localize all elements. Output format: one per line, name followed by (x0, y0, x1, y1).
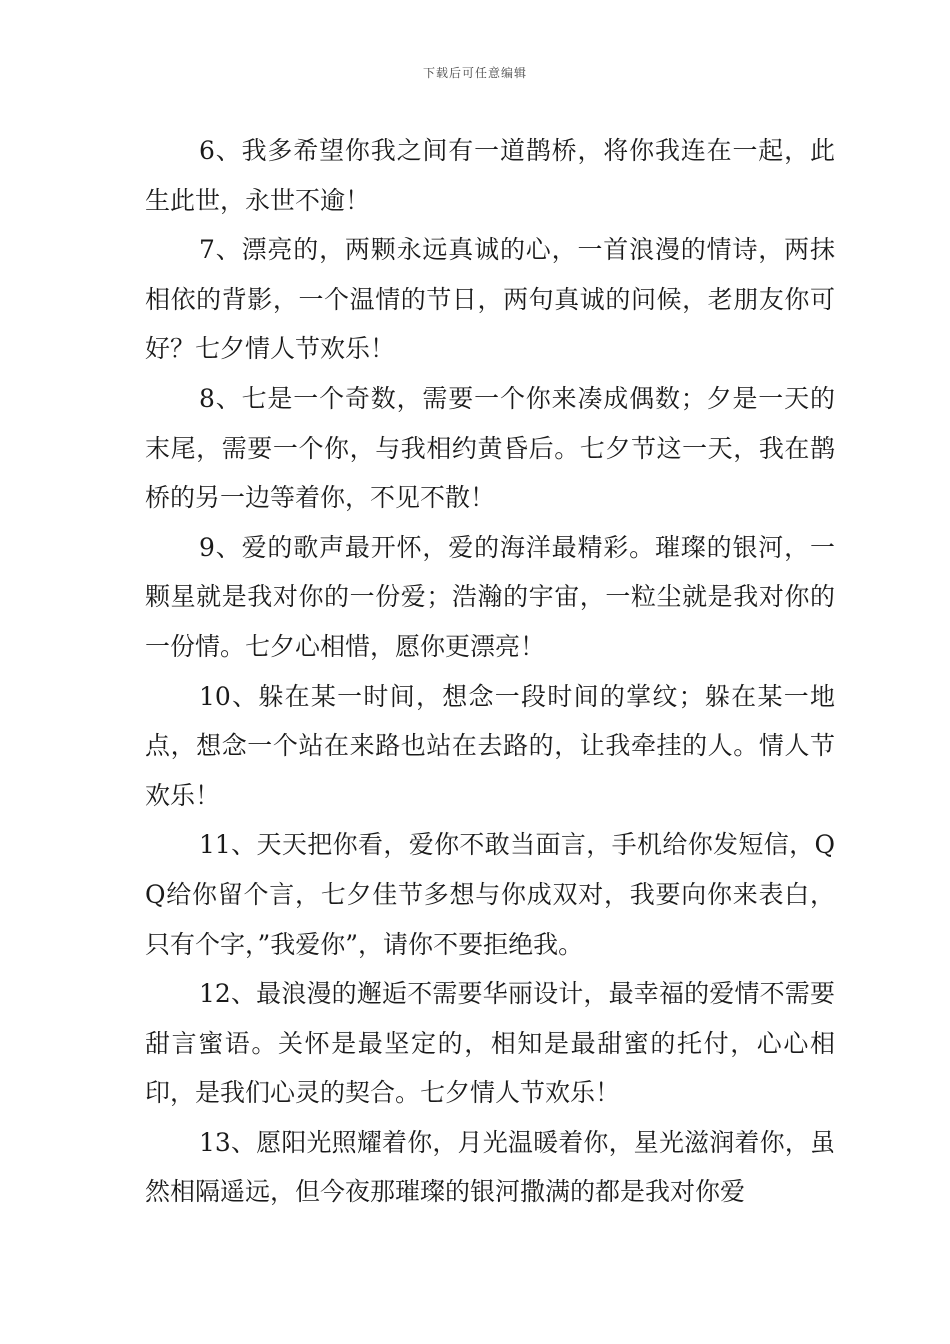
paragraph-9: 9、爱的歌声最开怀，爱的海洋最精彩。璀璨的银河，一颗星就是我对你的一份爱；浩瀚的宇宙，一粒尘就是我对你的一份情。七夕心相惜，愿你更漂亮！ (145, 532, 835, 661)
paragraph-10: 10、躲在某一时间，想念一段时间的掌纹；躲在某一地点，想念一个站在来路也站在去路的，让我牵挂的人。情人节欢乐！ (145, 681, 835, 810)
page-header: 下载后可任意编辑 (422, 66, 527, 80)
paragraph-7: 7、漂亮的，两颗永远真诚的心，一首浪漫的情诗，两抹相依的背影，一个温情的节日，两句真诚的问候，老朋友你可好？七夕情人节欢乐！ (145, 235, 835, 364)
paragraph-6: 6、我多希望你我之间有一道鹊桥，将你我连在一起，此生此世，永世不逾！ (145, 136, 835, 215)
paragraph-11: 11、天天把你看，爱你不敢当面言，手机给你发短信，QQ给你留个言，七夕佳节多想与你成双对，我要向你来表白，只有个字，”我爱你”，请你不要拒绝我。 (145, 830, 835, 959)
paragraph-12: 12、最浪漫的邂逅不需要华丽设计，最幸福的爱情不需要甜言蜜语。关怀是最坚定的，相知是最甜蜜的托付，心心相印，是我们心灵的契合。七夕情人节欢乐！ (145, 979, 835, 1108)
document-body (145, 126, 835, 1217)
paragraph-13: 13、愿阳光照耀着你，月光温暖着你，星光滋润着你，虽然相隔遥远，但今夜那璀璨的银河撒满的都是我对你爱 (145, 1127, 835, 1207)
paragraph-8: 8、七是一个奇数，需要一个你来凑成偶数；夕是一天的末尾，需要一个你，与我相约黄昏后。七夕节这一天，我在鹊桥的另一边等着你，不见不散！ (145, 383, 835, 513)
